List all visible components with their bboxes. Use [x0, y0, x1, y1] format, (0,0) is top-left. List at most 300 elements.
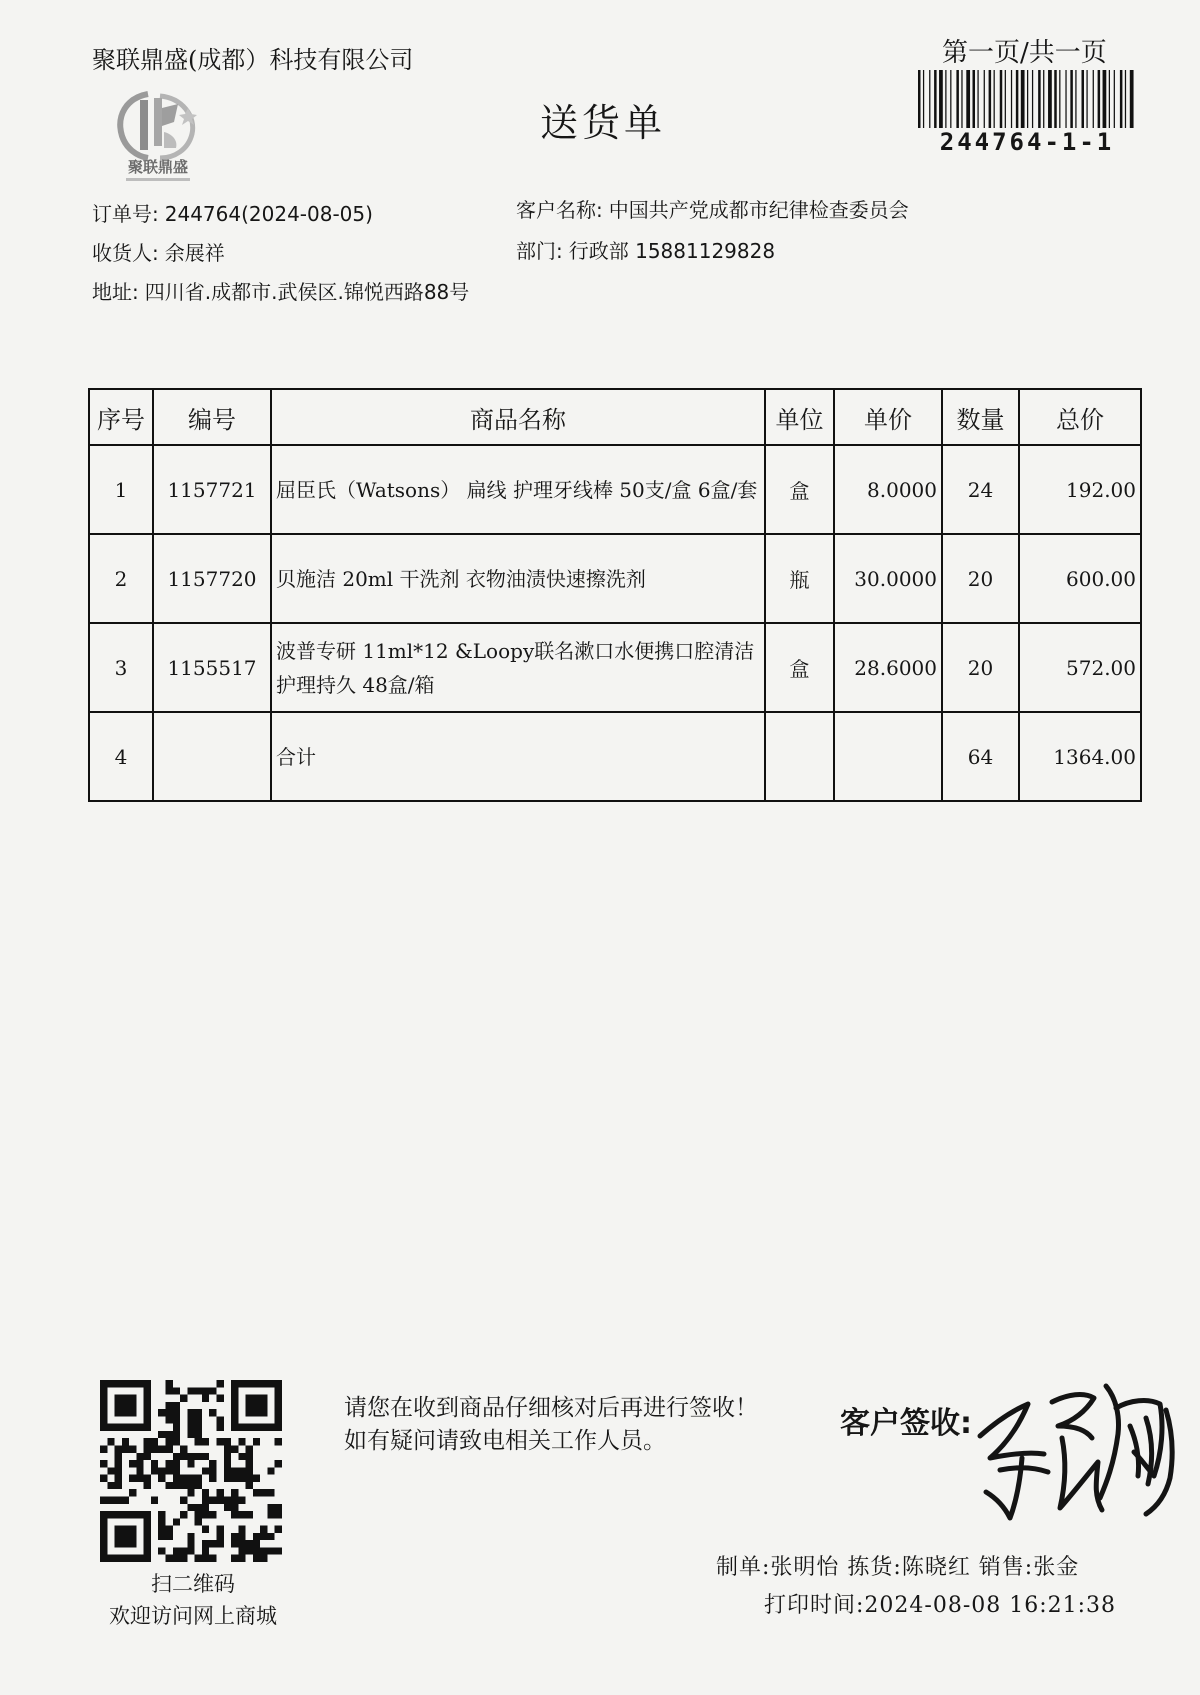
qr-module — [158, 1526, 165, 1533]
qr-module — [246, 1467, 253, 1474]
barcode-bar — [1065, 70, 1066, 128]
qr-module — [115, 1402, 122, 1409]
qr-module — [267, 1504, 274, 1511]
qr-module — [195, 1555, 202, 1562]
qr-module — [180, 1453, 187, 1460]
barcode-number: 244764-1-1 — [939, 128, 1115, 156]
qr-module — [180, 1547, 187, 1554]
qr-module — [115, 1540, 122, 1547]
cell-unit: 盒 — [765, 445, 834, 534]
qr-module — [180, 1496, 187, 1503]
qr-module — [260, 1380, 267, 1387]
barcode-bar — [966, 70, 970, 128]
qr-module — [115, 1496, 122, 1503]
barcode-bar — [1005, 70, 1006, 128]
qr-module — [246, 1409, 253, 1416]
qr-module — [275, 1387, 282, 1394]
qr-module — [260, 1547, 267, 1554]
qr-module — [238, 1555, 245, 1562]
qr-module — [216, 1533, 223, 1540]
qr-module — [216, 1416, 223, 1423]
receiver-value: 余展祥 — [164, 241, 225, 265]
qr-module — [253, 1409, 260, 1416]
qr-module — [144, 1409, 151, 1416]
qr-module — [173, 1475, 180, 1482]
page-indicator: 第一页/共一页 — [942, 38, 1107, 68]
qr-module — [224, 1446, 231, 1453]
qr-module — [166, 1460, 173, 1467]
qr-module — [231, 1511, 238, 1518]
cell-seq: 4 — [89, 712, 153, 801]
barcode-bar — [994, 70, 995, 128]
department-label: 部门: — [516, 239, 563, 263]
qr-module — [100, 1387, 107, 1394]
qr-module — [166, 1467, 173, 1474]
qr-module — [129, 1380, 136, 1387]
qr-module — [275, 1511, 282, 1518]
barcode-bar — [1043, 70, 1044, 128]
qr-module — [216, 1489, 223, 1496]
qr-module — [253, 1540, 260, 1547]
qr-module — [129, 1395, 136, 1402]
qr-module — [100, 1526, 107, 1533]
barcode-bar — [1000, 70, 1003, 128]
qr-module — [231, 1380, 238, 1387]
qr-module — [144, 1511, 151, 1518]
qr-module — [166, 1380, 173, 1387]
barcode-bar — [961, 70, 962, 128]
qr-module — [136, 1475, 143, 1482]
svg-text:聚联鼎盛: 聚联鼎盛 — [127, 158, 189, 176]
qr-module — [202, 1511, 209, 1518]
qr-module — [275, 1416, 282, 1423]
company-logo — [108, 86, 208, 184]
qr-module — [224, 1460, 231, 1467]
barcode-bar — [1027, 70, 1028, 128]
qr-module — [275, 1438, 282, 1445]
qr-module — [158, 1533, 165, 1540]
qr-module — [238, 1511, 245, 1518]
qr-module — [144, 1555, 151, 1562]
qr-module — [187, 1475, 194, 1482]
qr-module — [187, 1453, 194, 1460]
qr-module — [260, 1409, 267, 1416]
qr-module — [267, 1547, 274, 1554]
cell-qty-sum: 64 — [942, 712, 1019, 801]
qr-module — [253, 1424, 260, 1431]
qr-module — [158, 1547, 165, 1554]
qr-module — [173, 1467, 180, 1474]
qr-module — [144, 1395, 151, 1402]
cell-code: 1157721 — [153, 445, 271, 534]
barcode-bar — [973, 70, 976, 128]
qr-module — [253, 1438, 260, 1445]
qr-module — [122, 1555, 129, 1562]
barcode-bar — [929, 70, 930, 128]
qr-module — [238, 1533, 245, 1540]
qr-module — [122, 1380, 129, 1387]
qr-module — [107, 1555, 114, 1562]
barcode-bar — [1120, 70, 1123, 128]
qr-module — [129, 1446, 136, 1453]
qr-module — [173, 1431, 180, 1438]
print-time: 打印时间:2024-08-08 16:21:38 — [764, 1593, 1117, 1618]
qr-module — [267, 1489, 274, 1496]
qr-module — [173, 1387, 180, 1394]
qr-module — [216, 1526, 223, 1533]
qr-module — [107, 1380, 114, 1387]
qr-module — [129, 1533, 136, 1540]
company-name: 聚联鼎盛(成都）科技有限公司 — [92, 46, 414, 74]
qr-module — [187, 1533, 194, 1540]
header-unit: 单位 — [765, 389, 834, 445]
qr-module — [224, 1504, 231, 1511]
qr-module — [195, 1387, 202, 1394]
qr-module — [209, 1511, 216, 1518]
qr-module — [158, 1475, 165, 1482]
qr-module — [107, 1496, 114, 1503]
qr-module — [166, 1446, 173, 1453]
qr-module — [129, 1540, 136, 1547]
table-row — [89, 534, 1141, 623]
qr-module — [100, 1475, 107, 1482]
receiver-row — [92, 237, 225, 266]
qr-module — [115, 1511, 122, 1518]
qr-module — [129, 1424, 136, 1431]
qr-module — [224, 1475, 231, 1482]
qr-module — [122, 1496, 129, 1503]
qr-module — [246, 1460, 253, 1467]
barcode-bar — [945, 70, 946, 128]
qr-module — [267, 1511, 274, 1518]
qr-module — [129, 1475, 136, 1482]
qr-module — [260, 1533, 267, 1540]
barcode-bar — [1114, 70, 1115, 128]
qr-module — [115, 1475, 122, 1482]
qr-module — [253, 1475, 260, 1482]
qr-module — [144, 1387, 151, 1394]
qr-module — [180, 1395, 187, 1402]
barcode-bar — [1038, 70, 1041, 128]
barcode-bar — [1130, 70, 1134, 128]
qr-module — [275, 1504, 282, 1511]
receiver-label: 收货人: — [92, 241, 159, 265]
qr-module — [209, 1475, 216, 1482]
order-no-label: 订单号: — [92, 202, 159, 226]
cell-seq: 1 — [89, 445, 153, 534]
qr-module — [100, 1460, 107, 1467]
barcode-bar — [950, 70, 951, 128]
qr-module — [202, 1540, 209, 1547]
barcode-bar — [1075, 70, 1076, 128]
qr-module — [173, 1438, 180, 1445]
qr-module — [224, 1453, 231, 1460]
barcode-bar — [939, 70, 943, 128]
qr-module — [209, 1460, 216, 1467]
barcode-bar — [923, 70, 924, 128]
qr-module — [246, 1380, 253, 1387]
qr-module — [216, 1540, 223, 1547]
header-name: 商品名称 — [271, 389, 765, 445]
qr-module — [267, 1467, 274, 1474]
barcode-bar — [1054, 70, 1057, 128]
qr-module — [166, 1387, 173, 1394]
barcode-bar — [1082, 70, 1085, 128]
qr-module — [195, 1453, 202, 1460]
qr-module — [115, 1453, 122, 1460]
qr-module — [107, 1467, 114, 1474]
qr-module — [115, 1526, 122, 1533]
qr-module — [166, 1409, 173, 1416]
cell-price: 8.0000 — [834, 445, 942, 534]
qr-module — [151, 1438, 158, 1445]
barcode-bar — [1098, 70, 1101, 128]
qr-module — [129, 1555, 136, 1562]
qr-module — [158, 1511, 165, 1518]
qr-module — [231, 1446, 238, 1453]
qr-module — [231, 1424, 238, 1431]
qr-module — [144, 1453, 151, 1460]
qr-module — [253, 1395, 260, 1402]
qr-module — [107, 1482, 114, 1489]
qr-module — [122, 1526, 129, 1533]
barcode — [918, 70, 1136, 128]
qr-module — [275, 1526, 282, 1533]
qr-module — [202, 1438, 209, 1445]
cell-price: 30.0000 — [834, 534, 942, 623]
cell-total: 192.00 — [1019, 445, 1141, 534]
qr-module — [115, 1555, 122, 1562]
qr-module — [129, 1511, 136, 1518]
qr-module — [267, 1424, 274, 1431]
qr-module — [195, 1438, 202, 1445]
qr-module — [195, 1511, 202, 1518]
qr-module — [246, 1475, 253, 1482]
qr-module — [231, 1489, 238, 1496]
qr-module — [115, 1460, 122, 1467]
qr-module — [173, 1416, 180, 1423]
qr-module — [100, 1395, 107, 1402]
address-value: 四川省.成都市.武侯区.锦悦西路88号 — [144, 280, 470, 304]
qr-module — [231, 1409, 238, 1416]
cell-unit: 瓶 — [765, 534, 834, 623]
qr-module — [144, 1482, 151, 1489]
qr-module — [136, 1511, 143, 1518]
barcode-bar — [1048, 70, 1052, 128]
qr-module — [173, 1453, 180, 1460]
qr-module — [187, 1460, 194, 1467]
cell-total: 572.00 — [1019, 623, 1141, 712]
cell-name: 贝施洁 20ml 干洗剂 衣物油渍快速擦洗剂 — [271, 534, 765, 623]
qr-module — [173, 1518, 180, 1525]
qr-module — [122, 1446, 129, 1453]
qr-module — [158, 1409, 165, 1416]
qr-module — [202, 1555, 209, 1562]
qr-module — [224, 1438, 231, 1445]
qr-module — [144, 1416, 151, 1423]
qr-module — [115, 1409, 122, 1416]
qr-module — [144, 1380, 151, 1387]
qr-module — [115, 1446, 122, 1453]
qr-module — [144, 1540, 151, 1547]
qr-module — [187, 1504, 194, 1511]
barcode-bar — [1016, 70, 1019, 128]
qr-module — [187, 1489, 194, 1496]
barcode-bar — [934, 70, 937, 128]
qr-module — [187, 1431, 194, 1438]
qr-module — [100, 1380, 107, 1387]
cell-qty: 24 — [942, 445, 1019, 534]
header-qty: 数量 — [942, 389, 1019, 445]
qr-module — [173, 1402, 180, 1409]
qr-module — [195, 1424, 202, 1431]
qr-module — [100, 1424, 107, 1431]
barcode-bar — [1070, 70, 1073, 128]
qr-module — [115, 1482, 122, 1489]
qr-module — [115, 1467, 122, 1474]
qr-module — [195, 1475, 202, 1482]
qr-module — [122, 1438, 129, 1445]
qr-module — [144, 1518, 151, 1525]
qr-module — [216, 1424, 223, 1431]
qr-module — [187, 1416, 194, 1423]
barcode-bar — [1032, 70, 1033, 128]
cell-name: 屈臣氏（Watsons） 扁线 护理牙线棒 50支/盒 6盒/套 — [271, 445, 765, 534]
qr-module — [246, 1482, 253, 1489]
qr-module — [100, 1540, 107, 1547]
cell-qty: 20 — [942, 534, 1019, 623]
qr-module — [267, 1533, 274, 1540]
qr-module — [195, 1504, 202, 1511]
barcode-bar — [989, 70, 992, 128]
barcode-bar — [956, 70, 959, 128]
qr-module — [260, 1526, 267, 1533]
cell-unit: 盒 — [765, 623, 834, 712]
qr-module — [275, 1424, 282, 1431]
barcode-bar — [984, 70, 985, 128]
qr-module — [275, 1402, 282, 1409]
qr-module — [275, 1460, 282, 1467]
qr-module — [100, 1446, 107, 1453]
qr-module — [202, 1496, 209, 1503]
barcode-bar — [1011, 70, 1012, 128]
qr-module — [238, 1547, 245, 1554]
customer-label: 客户名称: — [516, 198, 603, 222]
barcode-bar — [1021, 70, 1025, 128]
qr-module — [216, 1380, 223, 1387]
qr-module — [195, 1431, 202, 1438]
qr-module — [260, 1424, 267, 1431]
customer-sign-label: 客户签收: — [840, 1406, 972, 1441]
qr-module — [202, 1526, 209, 1533]
cell-seq: 2 — [89, 534, 153, 623]
qr-module — [260, 1489, 267, 1496]
qr-module — [100, 1416, 107, 1423]
qr-module — [180, 1511, 187, 1518]
customer-value: 中国共产党成都市纪律检查委员会 — [608, 198, 909, 222]
qr-module — [166, 1416, 173, 1423]
qr-module — [166, 1526, 173, 1533]
qr-module — [100, 1496, 107, 1503]
qr-module — [253, 1489, 260, 1496]
qr-module — [238, 1526, 245, 1533]
qr-module — [144, 1402, 151, 1409]
address-label: 地址: — [92, 280, 139, 304]
qr-module — [151, 1446, 158, 1453]
qr-module — [246, 1511, 253, 1518]
header-code: 编号 — [153, 389, 271, 445]
qr-caption-line2: 欢迎访问网上商城 — [109, 1604, 277, 1628]
qr-module — [144, 1424, 151, 1431]
qr-module — [202, 1547, 209, 1554]
cell-total: 600.00 — [1019, 534, 1141, 623]
qr-module — [195, 1409, 202, 1416]
order-no-value: 244764(2024-08-05) — [164, 202, 373, 226]
qr-module — [173, 1409, 180, 1416]
qr-module — [115, 1380, 122, 1387]
qr-module — [231, 1475, 238, 1482]
qr-module — [107, 1424, 114, 1431]
barcode-bar — [977, 70, 978, 128]
qr-module — [136, 1467, 143, 1474]
cell-total-label: 合计 — [271, 712, 765, 801]
cell-price: 28.6000 — [834, 623, 942, 712]
qr-module — [158, 1431, 165, 1438]
qr-module — [231, 1504, 238, 1511]
qr-module — [151, 1496, 158, 1503]
handwritten-signature — [970, 1374, 1180, 1526]
qr-module — [267, 1380, 274, 1387]
qr-module — [275, 1380, 282, 1387]
table-row — [89, 623, 1141, 712]
qr-module — [136, 1453, 143, 1460]
qr-module — [166, 1438, 173, 1445]
qr-module — [100, 1409, 107, 1416]
qr-module — [209, 1496, 216, 1503]
qr-module — [202, 1387, 209, 1394]
qr-module — [158, 1518, 165, 1525]
qr-module — [202, 1395, 209, 1402]
department-value: 行政部 15881129828 — [568, 239, 776, 263]
qr-module — [187, 1547, 194, 1554]
qr-module — [231, 1540, 238, 1547]
qr-module — [122, 1395, 129, 1402]
qr-module — [122, 1540, 129, 1547]
cell-code — [153, 712, 271, 801]
qr-module — [246, 1402, 253, 1409]
header-total: 总价 — [1019, 389, 1141, 445]
barcode-bar — [1125, 70, 1126, 128]
qr-module — [129, 1460, 136, 1467]
qr-module — [238, 1424, 245, 1431]
qr-module — [100, 1555, 107, 1562]
qr-module — [195, 1416, 202, 1423]
barcode-bar — [1086, 70, 1087, 128]
qr-module — [100, 1547, 107, 1554]
qr-module — [144, 1547, 151, 1554]
cell-seq: 3 — [89, 623, 153, 712]
qr-module — [209, 1387, 216, 1394]
qr-module — [260, 1395, 267, 1402]
qr-module — [107, 1438, 114, 1445]
cell-grand-total: 1364.00 — [1019, 712, 1141, 801]
qr-module — [187, 1482, 194, 1489]
qr-module — [115, 1424, 122, 1431]
header-seq: 序号 — [89, 389, 153, 445]
qr-module — [231, 1395, 238, 1402]
qr-module — [144, 1533, 151, 1540]
qr-code[interactable] — [100, 1380, 282, 1562]
